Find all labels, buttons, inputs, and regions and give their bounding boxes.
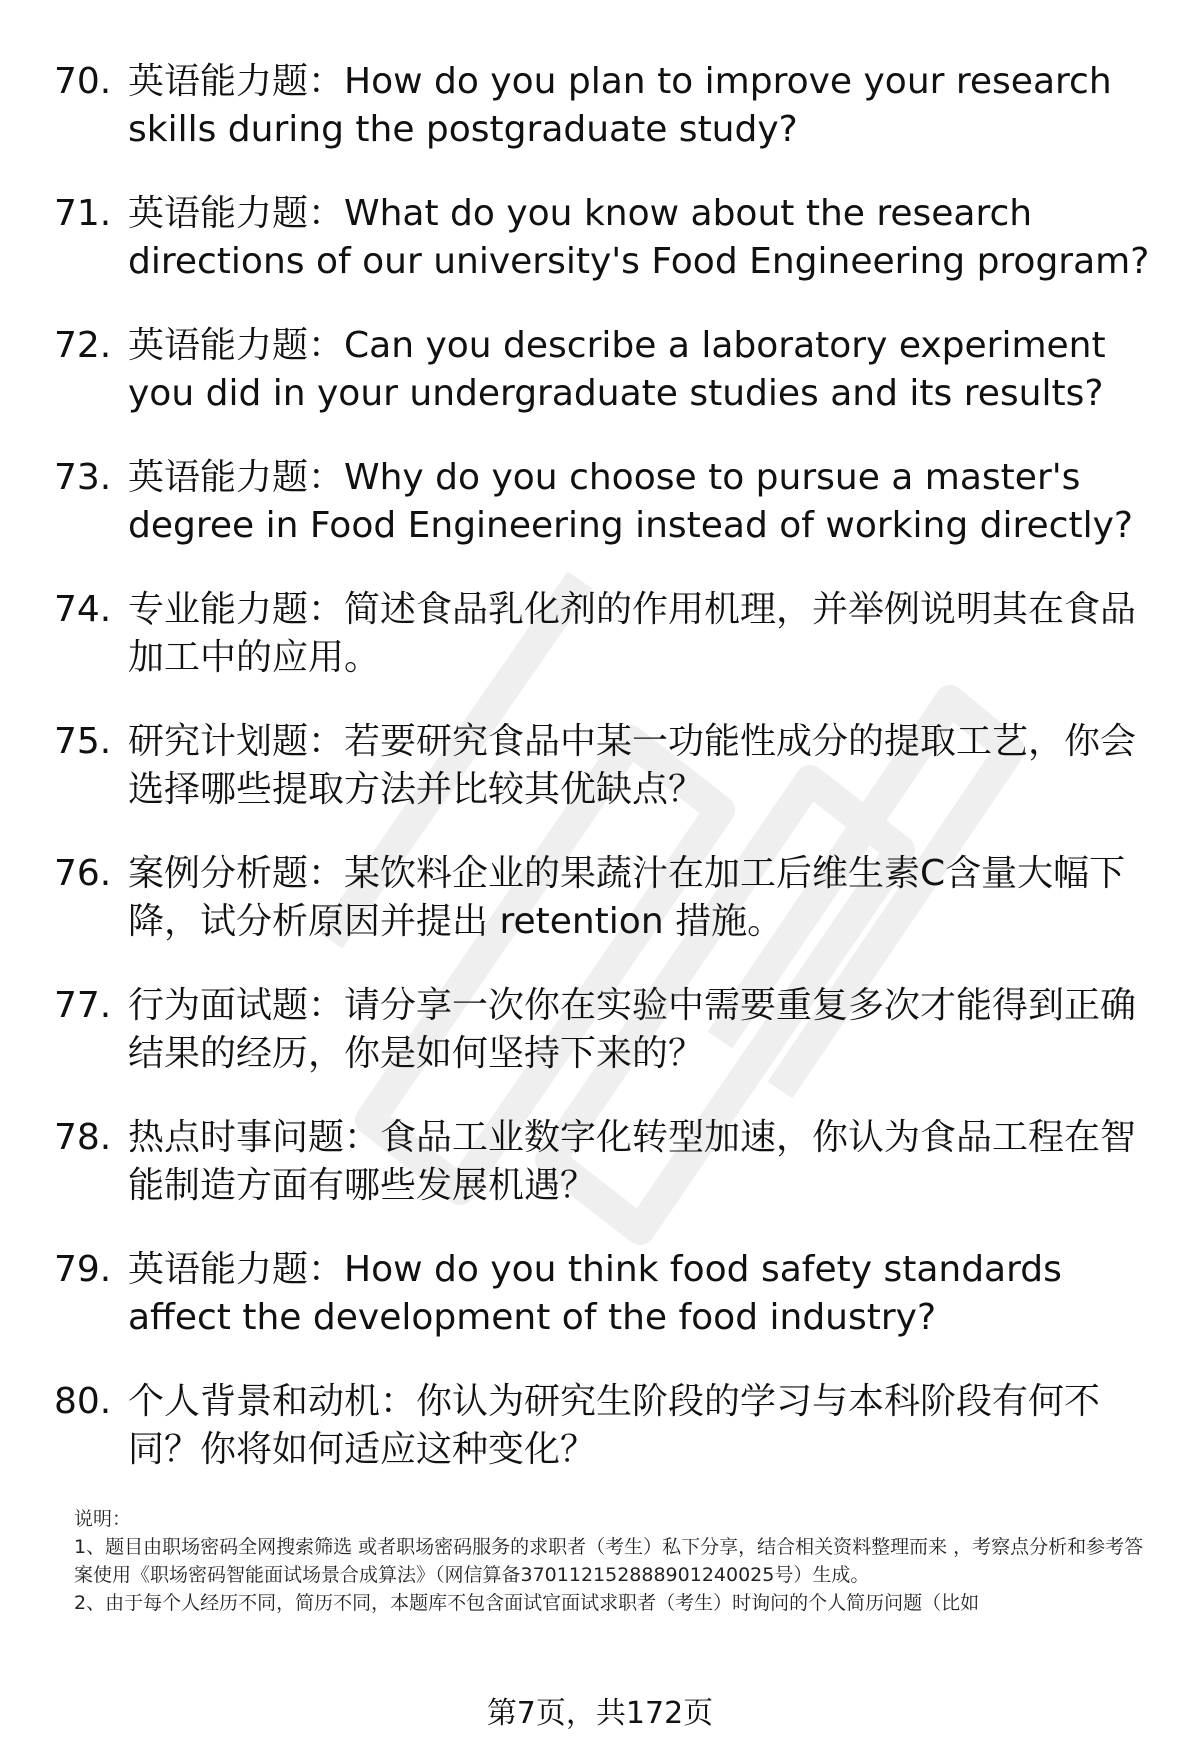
note-item-2: 2、由于每个人经历不同，简历不同，本题库不包含面试官面试求职者（考生）时询问的个人简历问题（比如	[74, 1592, 980, 1614]
question-item	[54, 982, 1164, 1078]
question-number: 72.	[54, 325, 112, 366]
question-text: 热点时事问题：食品工业数字化转型加速，你认为食品工程在智能制造方面有哪些发展机遇？	[128, 1117, 1137, 1206]
question-number: 75.	[54, 721, 112, 762]
question-text: 案例分析题：某饮料企业的果蔬汁在加工后维生素C含量大幅下降，试分析原因并提出 retention 措施。	[128, 853, 1126, 942]
question-text: 专业能力题：简述食品乳化剂的作用机理，并举例说明其在食品加工中的应用。	[128, 589, 1137, 678]
question-item	[54, 1246, 1164, 1342]
question-text: 英语能力题：Can you describe a laboratory experiment you did in your undergraduate studies and its results?	[128, 325, 1106, 414]
question-item	[54, 454, 1164, 550]
notes-section	[74, 1505, 1154, 1617]
question-item	[54, 1378, 1164, 1474]
question-item	[54, 850, 1164, 946]
question-item	[54, 718, 1164, 814]
question-text: 个人背景和动机：你认为研究生阶段的学习与本科阶段有何不同？你将如何适应这种变化？	[128, 1381, 1101, 1470]
question-number: 80.	[54, 1381, 112, 1422]
question-item	[54, 322, 1164, 418]
question-item	[54, 586, 1164, 682]
notes-heading: 说明：	[74, 1508, 132, 1530]
question-number: 77.	[54, 985, 112, 1026]
page-number: 第7页，共172页	[486, 1696, 714, 1731]
question-text: 英语能力题：Why do you choose to pursue a master's degree in Food Engineering instead of working directly?	[128, 457, 1133, 546]
question-text: 行为面试题：请分享一次你在实验中需要重复多次才能得到正确结果的经历，你是如何坚持下来的？	[128, 985, 1137, 1074]
question-number: 74.	[54, 589, 112, 630]
question-list	[54, 58, 1164, 1510]
question-text: 英语能力题：How do you plan to improve your research skills during the postgraduate study?	[128, 61, 1112, 150]
question-text: 英语能力题：How do you think food safety standards affect the development of the food industry?	[128, 1249, 1062, 1338]
question-item	[54, 58, 1164, 154]
question-text: 英语能力题：What do you know about the research directions of our university's Food Engineering program?	[128, 193, 1150, 282]
question-number: 70.	[54, 61, 112, 102]
question-number: 71.	[54, 193, 112, 234]
question-text: 研究计划题：若要研究食品中某一功能性成分的提取工艺，你会选择哪些提取方法并比较其优缺点？	[128, 721, 1137, 810]
question-item	[54, 1114, 1164, 1210]
question-number: 76.	[54, 853, 112, 894]
note-item-1: 1、题目由职场密码全网搜索筛选 或者职场密码服务的求职者（考生）私下分享，结合相关资料整理而来 ，考察点分析和参考答案使用《职场密码智能面试场景合成算法》（网信算备370112152888901240025号）生成。	[74, 1536, 1144, 1586]
question-number: 78.	[54, 1117, 112, 1158]
question-number: 79.	[54, 1249, 112, 1290]
question-item	[54, 190, 1164, 286]
question-number: 73.	[54, 457, 112, 498]
